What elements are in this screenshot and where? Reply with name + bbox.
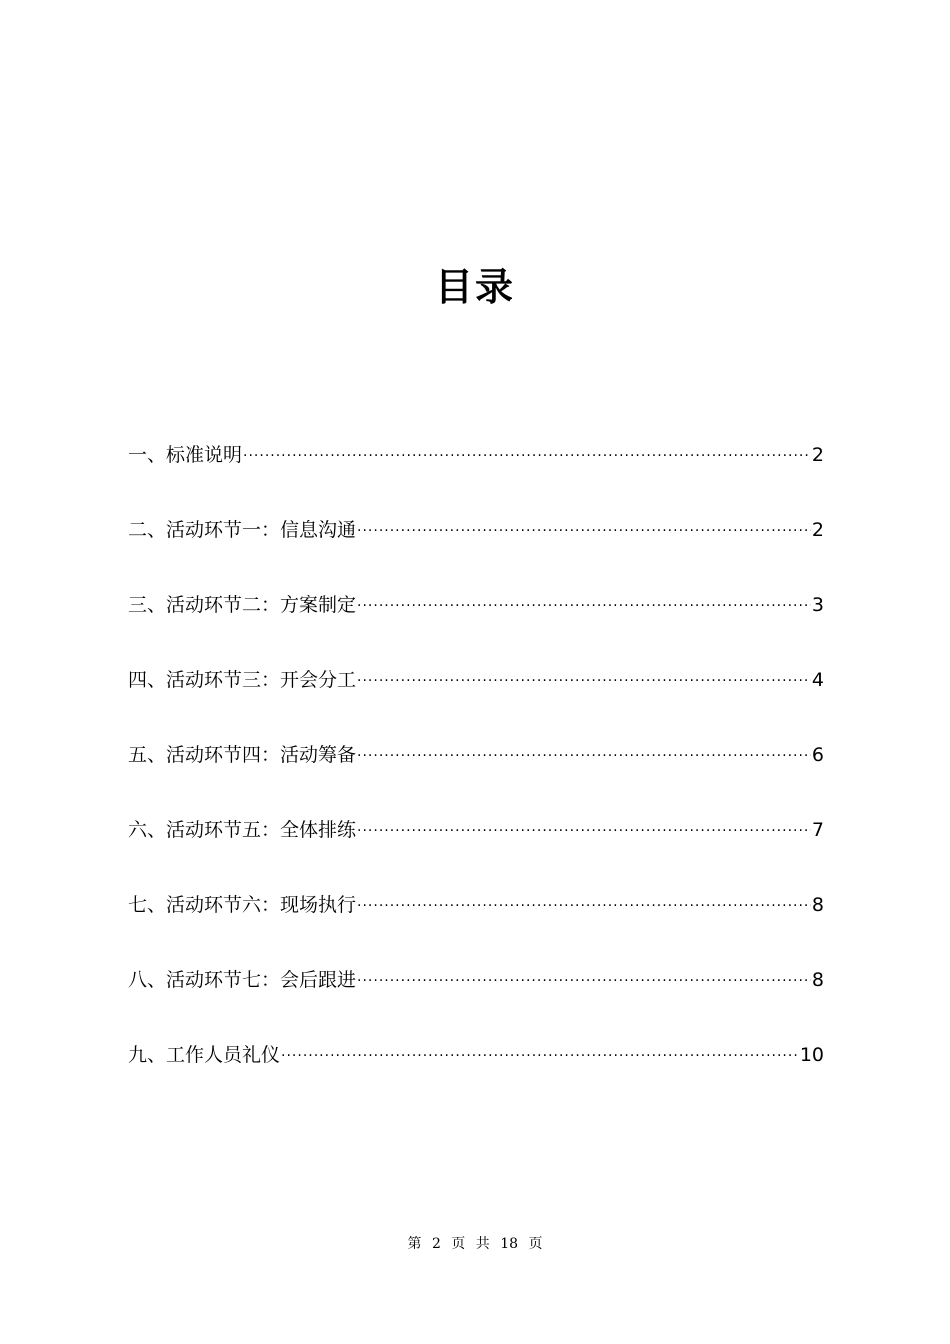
toc-entry[interactable] — [128, 467, 824, 542]
toc-entry-page: 6 — [811, 744, 824, 766]
toc-dot-leader — [357, 745, 811, 767]
toc-entry-label: 一、标准说明 — [128, 444, 243, 466]
toc-dot-leader — [357, 970, 811, 992]
toc-entry[interactable] — [128, 917, 824, 992]
toc-entry-page: 10 — [799, 1044, 824, 1066]
toc-entry-page: 2 — [811, 444, 824, 466]
toc-entry-label: 九、工作人员礼仪 — [128, 1044, 281, 1066]
toc-dot-leader — [357, 820, 811, 842]
toc-entry[interactable] — [128, 992, 824, 1067]
toc-entry-page: 8 — [811, 894, 824, 916]
toc-entry-label: 二、活动环节一：信息沟通 — [128, 519, 357, 541]
toc-entry-label: 五、活动环节四：活动筹备 — [128, 744, 357, 766]
toc-dot-leader — [243, 445, 811, 467]
toc-entry[interactable] — [128, 692, 824, 767]
toc-entry-page: 3 — [811, 594, 824, 616]
toc-entry-label: 七、活动环节六：现场执行 — [128, 894, 357, 916]
toc-dot-leader — [357, 670, 811, 692]
table-of-contents — [128, 392, 824, 1067]
toc-title: 目录 — [434, 265, 515, 309]
toc-entry[interactable] — [128, 842, 824, 917]
toc-entry-page: 4 — [811, 669, 824, 691]
page-footer: 第 2 页 共 18 页 — [407, 1236, 543, 1252]
toc-dot-leader — [281, 1045, 799, 1067]
toc-entry-label: 六、活动环节五：全体排练 — [128, 819, 357, 841]
toc-dot-leader — [357, 895, 811, 917]
toc-entry[interactable] — [128, 542, 824, 617]
toc-entry-page: 2 — [811, 519, 824, 541]
toc-dot-leader — [357, 595, 811, 617]
toc-entry[interactable] — [128, 392, 824, 467]
toc-entry[interactable] — [128, 617, 824, 692]
toc-entry-page: 8 — [811, 969, 824, 991]
toc-entry[interactable] — [128, 767, 824, 842]
toc-entry-label: 四、活动环节三：开会分工 — [128, 669, 357, 691]
toc-entry-label: 三、活动环节二：方案制定 — [128, 594, 357, 616]
toc-dot-leader — [357, 520, 811, 542]
toc-entry-label: 八、活动环节七：会后跟进 — [128, 969, 357, 991]
toc-entry-page: 7 — [811, 819, 824, 841]
